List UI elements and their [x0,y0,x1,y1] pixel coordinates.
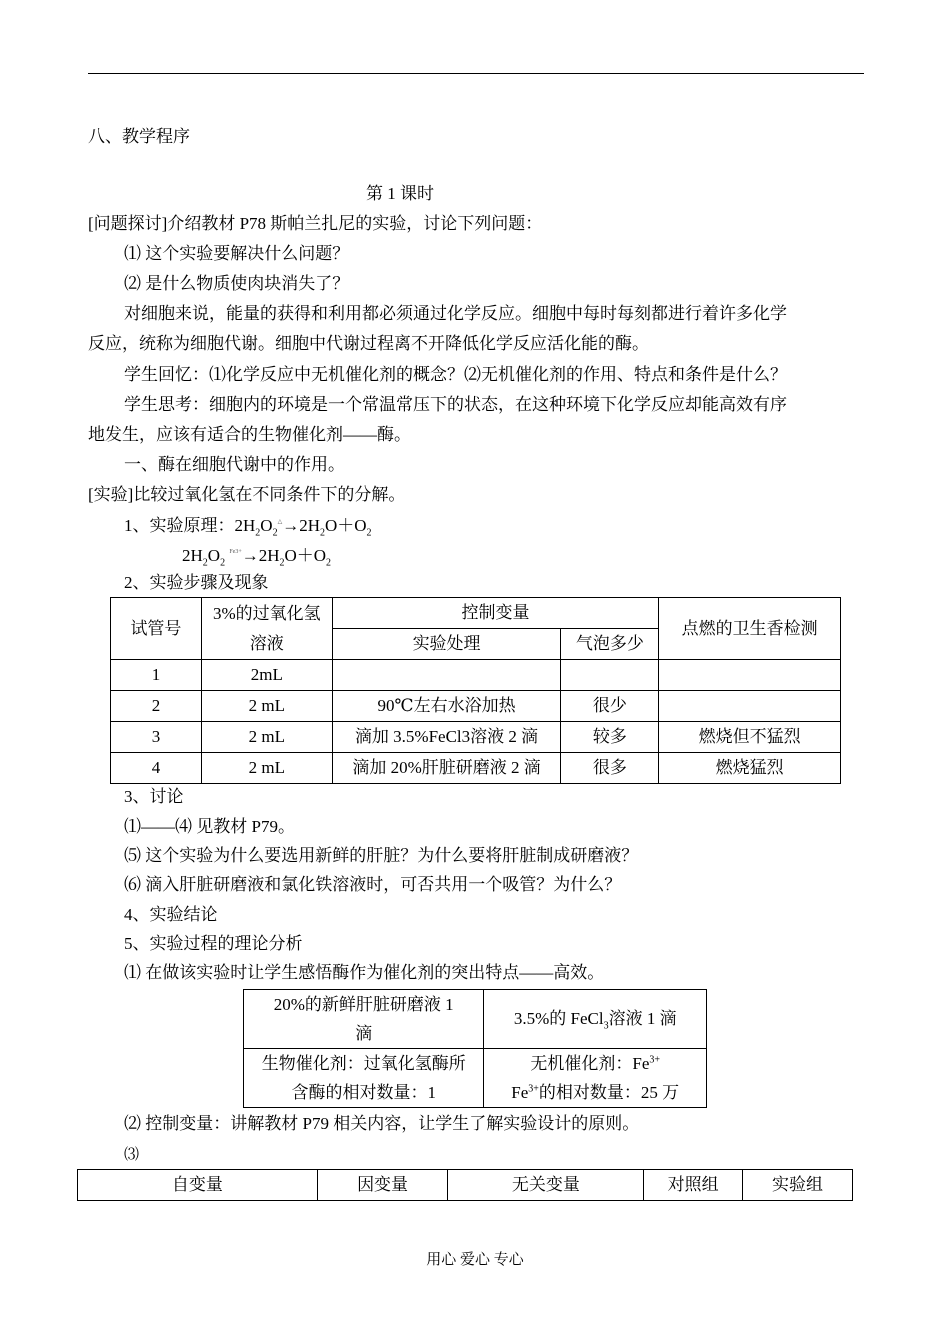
question-1: ⑴ 这个实验要解决什么问题？ [124,244,350,263]
cell-volume: 2 mL [201,753,332,784]
conclusion-label: 4、实验结论 [124,905,218,924]
cell-volume: 2mL [201,660,332,691]
steps-label: 2、实验步骤及现象 [124,573,269,592]
header-irrelevant-variable: 无关变量 [448,1170,644,1201]
lesson-title: 第 1 课时 [366,184,434,203]
cell-tube: 3 [111,722,202,753]
header-dependent-variable: 因变量 [317,1170,448,1201]
cell-tube: 2 [111,691,202,722]
header-control-group: 对照组 [644,1170,743,1201]
cell-bubbles: 很少 [561,691,659,722]
discuss-1: ⑴——⑷ 见教材 P79。 [124,817,295,836]
header-tube: 试管号 [111,598,202,660]
analysis-3: ⑶ [124,1147,140,1163]
discuss-5: ⑸ 这个实验为什么要选用新鲜的肝脏？为什么要将肝脏制成研磨液？ [124,846,639,865]
header-independent-variable: 自变量 [78,1170,318,1201]
cell-detect: 燃烧但不猛烈 [659,722,841,753]
paragraph-line: 对细胞来说，能量的获得和利用都必须通过化学反应。细胞中每时每刻都进行着许多化学 [124,304,787,323]
cell-treatment: 滴加 20%肝脏研磨液 2 滴 [332,753,561,784]
cell-treatment: 90℃左右水浴加热 [332,691,561,722]
cell-inorganic-catalyst: 无机催化剂：$Fe^{3+}$ $Fe^{3+}$的相对数量：25 万 [484,1049,707,1108]
cell-detect: 燃烧猛烈 [659,753,841,784]
cell-detect [659,691,841,722]
header-rule [88,73,864,74]
heading-1: 一、酶在细胞代谢中的作用。 [124,455,345,474]
cell-bubbles [561,660,659,691]
experiment-table [110,597,841,784]
cell-bubbles: 很多 [561,753,659,784]
catalyst-comparison-table [243,989,707,1108]
question-2: ⑵ 是什么物质使肉块消失了？ [124,274,350,293]
page-footer: 用心 爱心 专心 [426,1252,524,1268]
header-h2o2: 3%的过氧化氢溶液 [201,598,332,660]
table-row [111,722,841,753]
header-bubbles: 气泡多少 [561,629,659,660]
recall-line: 学生回忆：⑴化学反应中无机催化剂的概念？⑵无机催化剂的作用、特点和条件是什么？ [124,365,787,384]
header-detect: 点燃的卫生香检测 [659,598,841,660]
cell-tube: 1 [111,660,202,691]
header-experimental-group: 实验组 [743,1170,853,1201]
discuss-6: ⑹ 滴入肝脏研磨液和氯化铁溶液时，可否共用一个吸管？为什么？ [124,875,622,894]
equation-1: 1、实验原理：$2H_2O_2^\triangle\to 2H_2O+O_2$ [124,516,372,539]
table-row [111,660,841,691]
cell-bio-catalyst: 生物催化剂：过氧化氢酶所 含酶的相对数量：1 [244,1049,484,1108]
experiment-title: [实验]比较过氧化氢在不同条件下的分解。 [88,485,406,504]
discuss-label: 3、讨论 [124,787,184,806]
cell-treatment: 滴加 3.5%FeCl3溶液 2 滴 [332,722,561,753]
principle-label: 1、实验原理： [124,516,235,535]
table-row [111,691,841,722]
cell-detect [659,660,841,691]
cell-bubbles: 较多 [561,722,659,753]
variables-table [77,1169,853,1201]
cell-tube: 4 [111,753,202,784]
cell-volume: 2 mL [201,722,332,753]
table-row [111,753,841,784]
analysis-2: ⑵ 控制变量：讲解教材 P79 相关内容，让学生了解实验设计的原则。 [124,1114,640,1133]
cell-enzyme: 20%的新鲜肝脏研磨液 1 滴 [244,990,484,1049]
think-line: 学生思考：细胞内的环境是一个常温常压下的状态，在这种环境下化学反应却能高效有序 [124,395,787,414]
header-treatment: 实验处理 [332,629,561,660]
analysis-label: 5、实验过程的理论分析 [124,934,303,953]
fe-catalyst-mark: Fe3+ [229,549,242,555]
cell-volume: 2 mL [201,691,332,722]
analysis-1: ⑴ 在做该实验时让学生感悟酶作为催化剂的突出特点——高效。 [124,963,605,982]
cell-treatment [332,660,561,691]
cell-fecl3: 3.5%的 FeCl$_3$溶液 1 滴 [484,990,707,1049]
header-control: 控制变量 [332,598,659,629]
equation-2: $2H_2O_2$ $^{Fe3+}\to 2H_2O+O_2$ [182,546,332,569]
intro-line: [问题探讨]介绍教材 P78 斯帕兰扎尼的实验，讨论下列问题： [88,214,543,233]
heat-catalyst-mark: △ [277,519,283,525]
paragraph-line: 反应，统称为细胞代谢。细胞中代谢过程离不开降低化学反应活化能的酶。 [88,334,649,353]
section-title: 八、教学程序 [88,127,190,146]
think-line: 地发生，应该有适合的生物催化剂——酶。 [88,425,411,444]
